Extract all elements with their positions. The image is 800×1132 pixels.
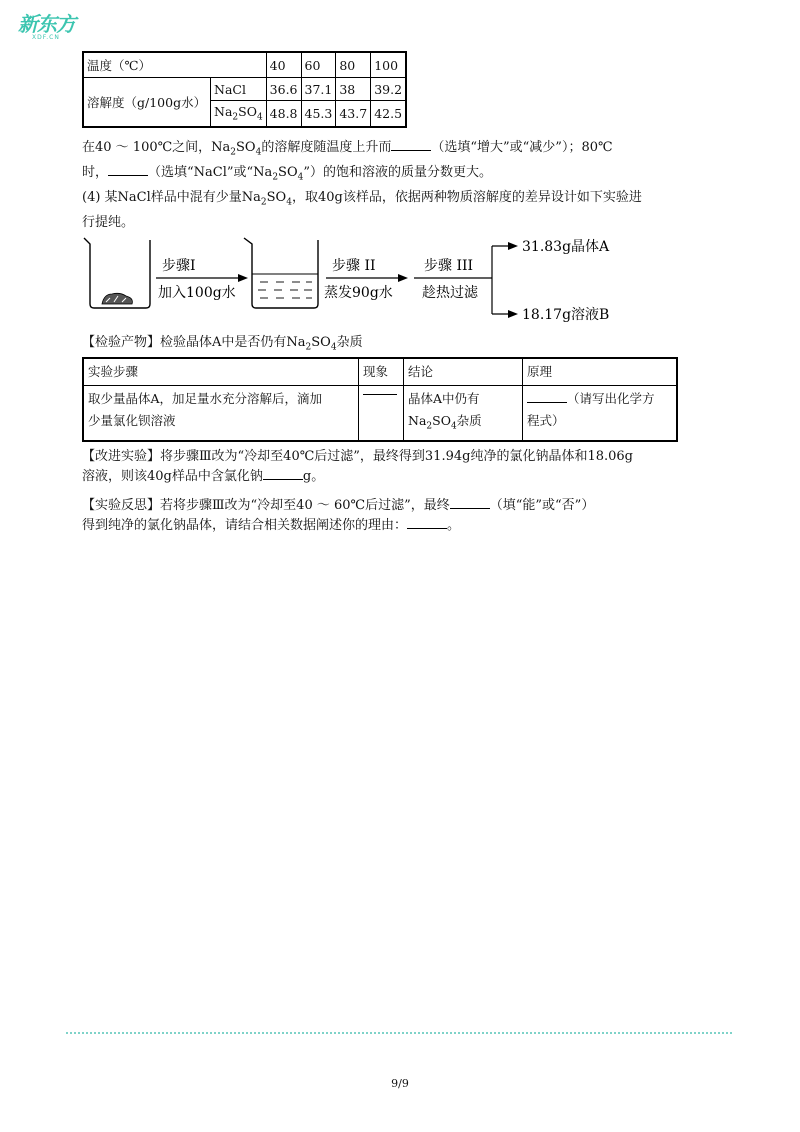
col-header-principle: 原理 — [523, 358, 678, 386]
page-number: 9/9 — [391, 1077, 409, 1090]
output-crystal-a: 31.83g晶体A — [522, 239, 610, 255]
answer-blank[interactable] — [450, 496, 490, 509]
temperature-header: 温度（℃） — [83, 52, 266, 78]
temp-cell: 80 — [336, 52, 371, 78]
value-cell: 39.2 — [371, 78, 406, 101]
step2-label: 步骤 II — [332, 258, 376, 274]
beaker-with-solution-icon — [244, 238, 318, 308]
xdf-logo — [18, 8, 75, 41]
conclusion-cell: 晶体A中仍有 $Na_2SO_4$杂质 — [404, 386, 523, 441]
col-header-steps: 实验步骤 — [83, 358, 359, 386]
phenomenon-cell — [359, 386, 404, 441]
answer-blank[interactable] — [407, 516, 447, 529]
solubility-label: 溶解度（g/100g水） — [83, 78, 211, 127]
check-heading: 【检验产物】检验晶体A中是否仍有$Na_2SO_4$杂质 — [82, 335, 363, 353]
step-cell: 取少量晶体A，加足量水充分溶解后，滴加 少量氯化钡溶液 — [83, 386, 359, 441]
table-row — [83, 52, 406, 78]
substance-na2so4: $Na_2SO_4$ — [211, 101, 267, 127]
table-row — [83, 78, 406, 101]
improve-line-2: 溶液，则该40g样品中含氯化钠 g。 — [82, 469, 325, 484]
answer-blank[interactable] — [363, 382, 397, 395]
table-row — [83, 386, 677, 441]
q4-line-1: (4) 某NaCl样品中混有少量$Na_2SO_4$，取40g该样品，依据两种物质溶解度的差异设计如下实验进 — [82, 190, 642, 208]
step3-action: 趁热过滤 — [422, 285, 478, 301]
beaker-icon — [84, 238, 150, 308]
temp-cell: 40 — [266, 52, 301, 78]
col-header-conclusion: 结论 — [404, 358, 523, 386]
temp-cell: 60 — [301, 52, 336, 78]
answer-blank[interactable] — [263, 467, 303, 480]
value-cell: 38 — [336, 78, 371, 101]
q3-line-1: 在40 ～ 100℃之间，$Na_2SO_4$的溶解度随温度上升而 （选填“增大”或“减少”）；80℃ — [82, 140, 613, 158]
question-3-text — [82, 138, 613, 187]
question-4-text — [82, 188, 642, 233]
reflect-line-2: 得到纯净的氯化钠晶体，请结合相关数据阐述你的理由： 。 — [82, 518, 461, 533]
value-cell: 37.1 — [301, 78, 336, 101]
answer-blank[interactable] — [391, 138, 431, 151]
principle-cell: （请写出化学方 程式） — [523, 386, 678, 441]
col-header-phenomenon: 现象 — [359, 358, 404, 386]
q3-line-2: 时， （选填“NaCl”或“$Na_2SO_4$”）的饱和溶液的质量分数更大。 — [82, 164, 493, 183]
output-solution-b: 18.17g溶液B — [522, 307, 610, 323]
reflect-text — [82, 496, 594, 536]
step1-label: 步骤I — [162, 258, 196, 274]
value-cell: 42.5 — [371, 101, 406, 127]
value-cell: 45.3 — [301, 101, 336, 127]
reflect-line-1: 【实验反思】若将步骤Ⅲ改为“冷却至40 ～ 60℃后过滤”，最终 （填“能”或“否”） — [82, 498, 595, 513]
step2-action: 蒸发90g水 — [324, 285, 393, 301]
answer-blank[interactable] — [527, 390, 567, 403]
experiment-table — [82, 357, 678, 442]
q4-line-2: 行提纯。 — [82, 214, 135, 230]
experiment-flow-diagram — [80, 232, 680, 328]
substance-nacl: NaCl — [211, 78, 267, 101]
answer-blank[interactable] — [108, 163, 148, 176]
logo-text: 新东方 — [18, 12, 75, 36]
value-cell: 48.8 — [266, 101, 301, 127]
improve-line-1: 【改进实验】将步骤Ⅲ改为“冷却至40℃后过滤”，最终得到31.94g纯净的氯化钠晶体和18.06g — [82, 449, 633, 464]
step1-action: 加入100g水 — [158, 285, 236, 301]
step3-label: 步骤 III — [424, 258, 474, 274]
value-cell: 36.6 — [266, 78, 301, 101]
temp-cell: 100 — [371, 52, 406, 78]
value-cell: 43.7 — [336, 101, 371, 127]
improve-text — [82, 447, 633, 487]
solubility-table — [82, 51, 407, 128]
footer-divider — [66, 1032, 732, 1034]
logo-subtext: XDF.CN — [32, 34, 60, 41]
